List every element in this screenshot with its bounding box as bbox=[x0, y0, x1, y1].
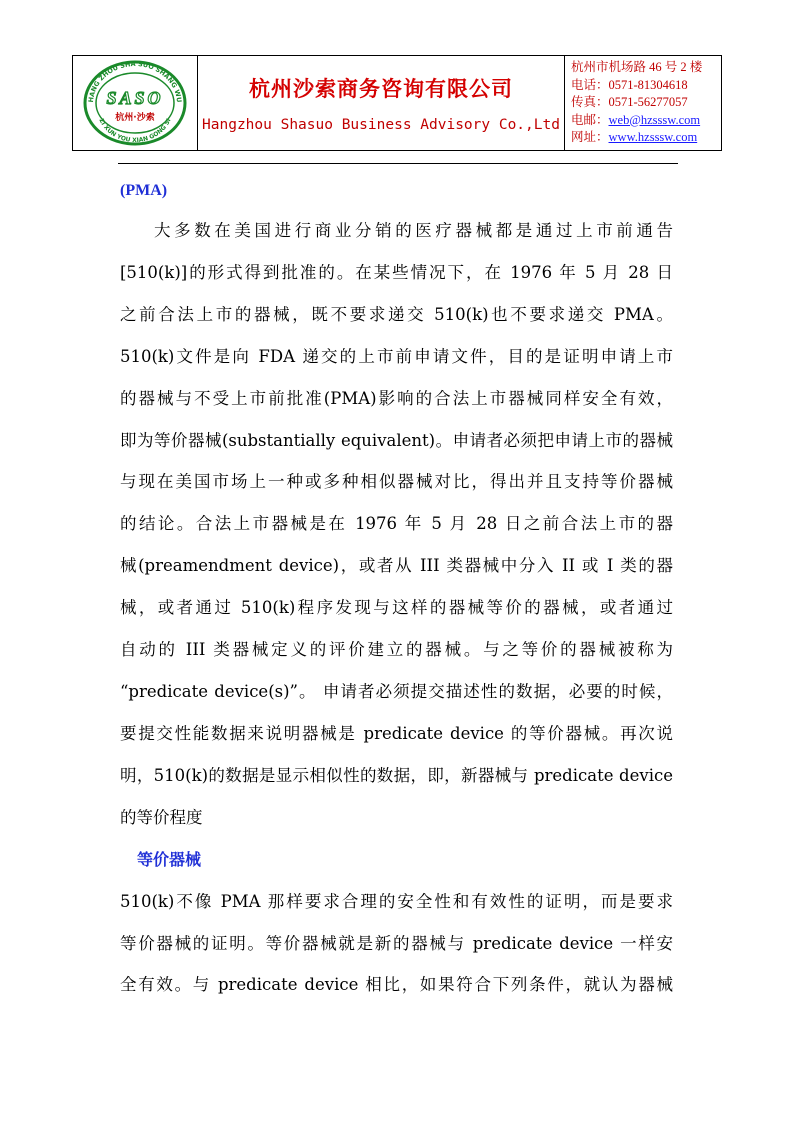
text-line: 510(k)文件是向 FDA 递交的上市前申请文件，目的是证明申请上市 bbox=[120, 346, 673, 366]
text-line: 之前合法上市的器械，既不要求递交 510(k)也不要求递交 PMA。 bbox=[120, 304, 673, 324]
text-line: 明，510(k)的数据是显示相似性的数据，即，新器械与 predicate device bbox=[120, 765, 673, 785]
title-cell bbox=[198, 56, 565, 150]
text-line: 的结论。合法上市器械是在 1976 年 5 月 28 日之前合法上市的器 bbox=[120, 514, 673, 534]
text-line: 的等价程度 bbox=[120, 807, 203, 827]
text-line: 的器械与不受上市前批准(PMA)影响的合法上市器械同样安全有效， bbox=[120, 388, 673, 408]
logo-top-text: HANG ZHOU SHA SUO SHANG WU bbox=[86, 60, 184, 103]
contact-web bbox=[571, 129, 721, 147]
fax-value: 0571-56277057 bbox=[608, 95, 688, 110]
phone-value: 0571-81304618 bbox=[608, 77, 688, 92]
text-line: 510(k)不像 PMA 那样要求合理的安全性和有效性的证明，而是要求 bbox=[120, 891, 673, 911]
contact-fax bbox=[571, 94, 721, 112]
paragraph-510k bbox=[120, 210, 673, 839]
logo-cell bbox=[73, 56, 198, 150]
letterhead bbox=[72, 55, 722, 151]
text-line: 械，或者通过 510(k)程序发现与这样的器械等价的器械，或者通过 bbox=[120, 598, 673, 618]
contact-email bbox=[571, 112, 721, 130]
header-divider bbox=[118, 163, 678, 164]
email-label: 电邮： bbox=[571, 112, 609, 127]
text-line: 即为等价器械(substantially equivalent)。申请者必须把申请上市的器械 bbox=[120, 430, 673, 450]
company-name-en: Hangzhou Shasuo Business Advisory Co.,Ltd bbox=[202, 117, 560, 133]
logo-bottom-text: ZI XUN YOU XIAN GONG SI bbox=[97, 117, 173, 145]
logo-center-text: SASO bbox=[106, 88, 164, 108]
contact-phone bbox=[571, 77, 721, 95]
text-line: 自动的 III 类器械定义的评价建立的器械。与之等价的器械被称为 bbox=[120, 640, 673, 660]
text-line: 械(preamendment device)，或者从 III 类器械中分入 II 或 I 类的器 bbox=[120, 556, 673, 576]
contact-cell bbox=[565, 56, 721, 150]
company-name-cn: 杭州沙索商务咨询有限公司 bbox=[249, 77, 513, 101]
document-body bbox=[120, 172, 673, 1006]
phone-label: 电话： bbox=[571, 77, 609, 92]
text-line: 要提交性能数据来说明器械是 predicate device 的等价器械。再次说 bbox=[120, 723, 673, 743]
heading-equivalent-device: 等价器械 bbox=[137, 849, 202, 869]
fax-label: 传真： bbox=[571, 95, 609, 110]
text-line: “predicate device(s)”。 申请者必须提交描述性的数据，必要的时候， bbox=[120, 681, 673, 701]
company-logo bbox=[83, 60, 187, 146]
email-link[interactable]: web@hzsssw.com bbox=[608, 112, 701, 127]
text-line: 大多数在美国进行商业分销的医疗器械都是通过上市前通告 bbox=[154, 221, 673, 240]
paragraph-equivalence bbox=[120, 881, 673, 1007]
text-line: [510(k)]的形式得到批准的。在某些情况下，在 1976 年 5 月 28 日 bbox=[120, 262, 673, 282]
text-line: 与现在美国市场上一种或多种相似器械对比，得出并且支持等价器械 bbox=[120, 472, 673, 492]
logo-cn-text: 杭州·沙索 bbox=[115, 113, 155, 123]
website-link[interactable]: www.hzsssw.com bbox=[608, 130, 698, 145]
contact-address: 杭州市机场路 46 号 2 楼 bbox=[571, 60, 703, 74]
heading-pma: (PMA) bbox=[120, 182, 168, 199]
text-line: 等价器械的证明。等价器械就是新的器械与 predicate device 一样安 bbox=[120, 933, 673, 953]
text-line: 全有效。与 predicate device 相比，如果符合下列条件，就认为器械 bbox=[120, 975, 673, 995]
web-label: 网址： bbox=[571, 130, 609, 145]
